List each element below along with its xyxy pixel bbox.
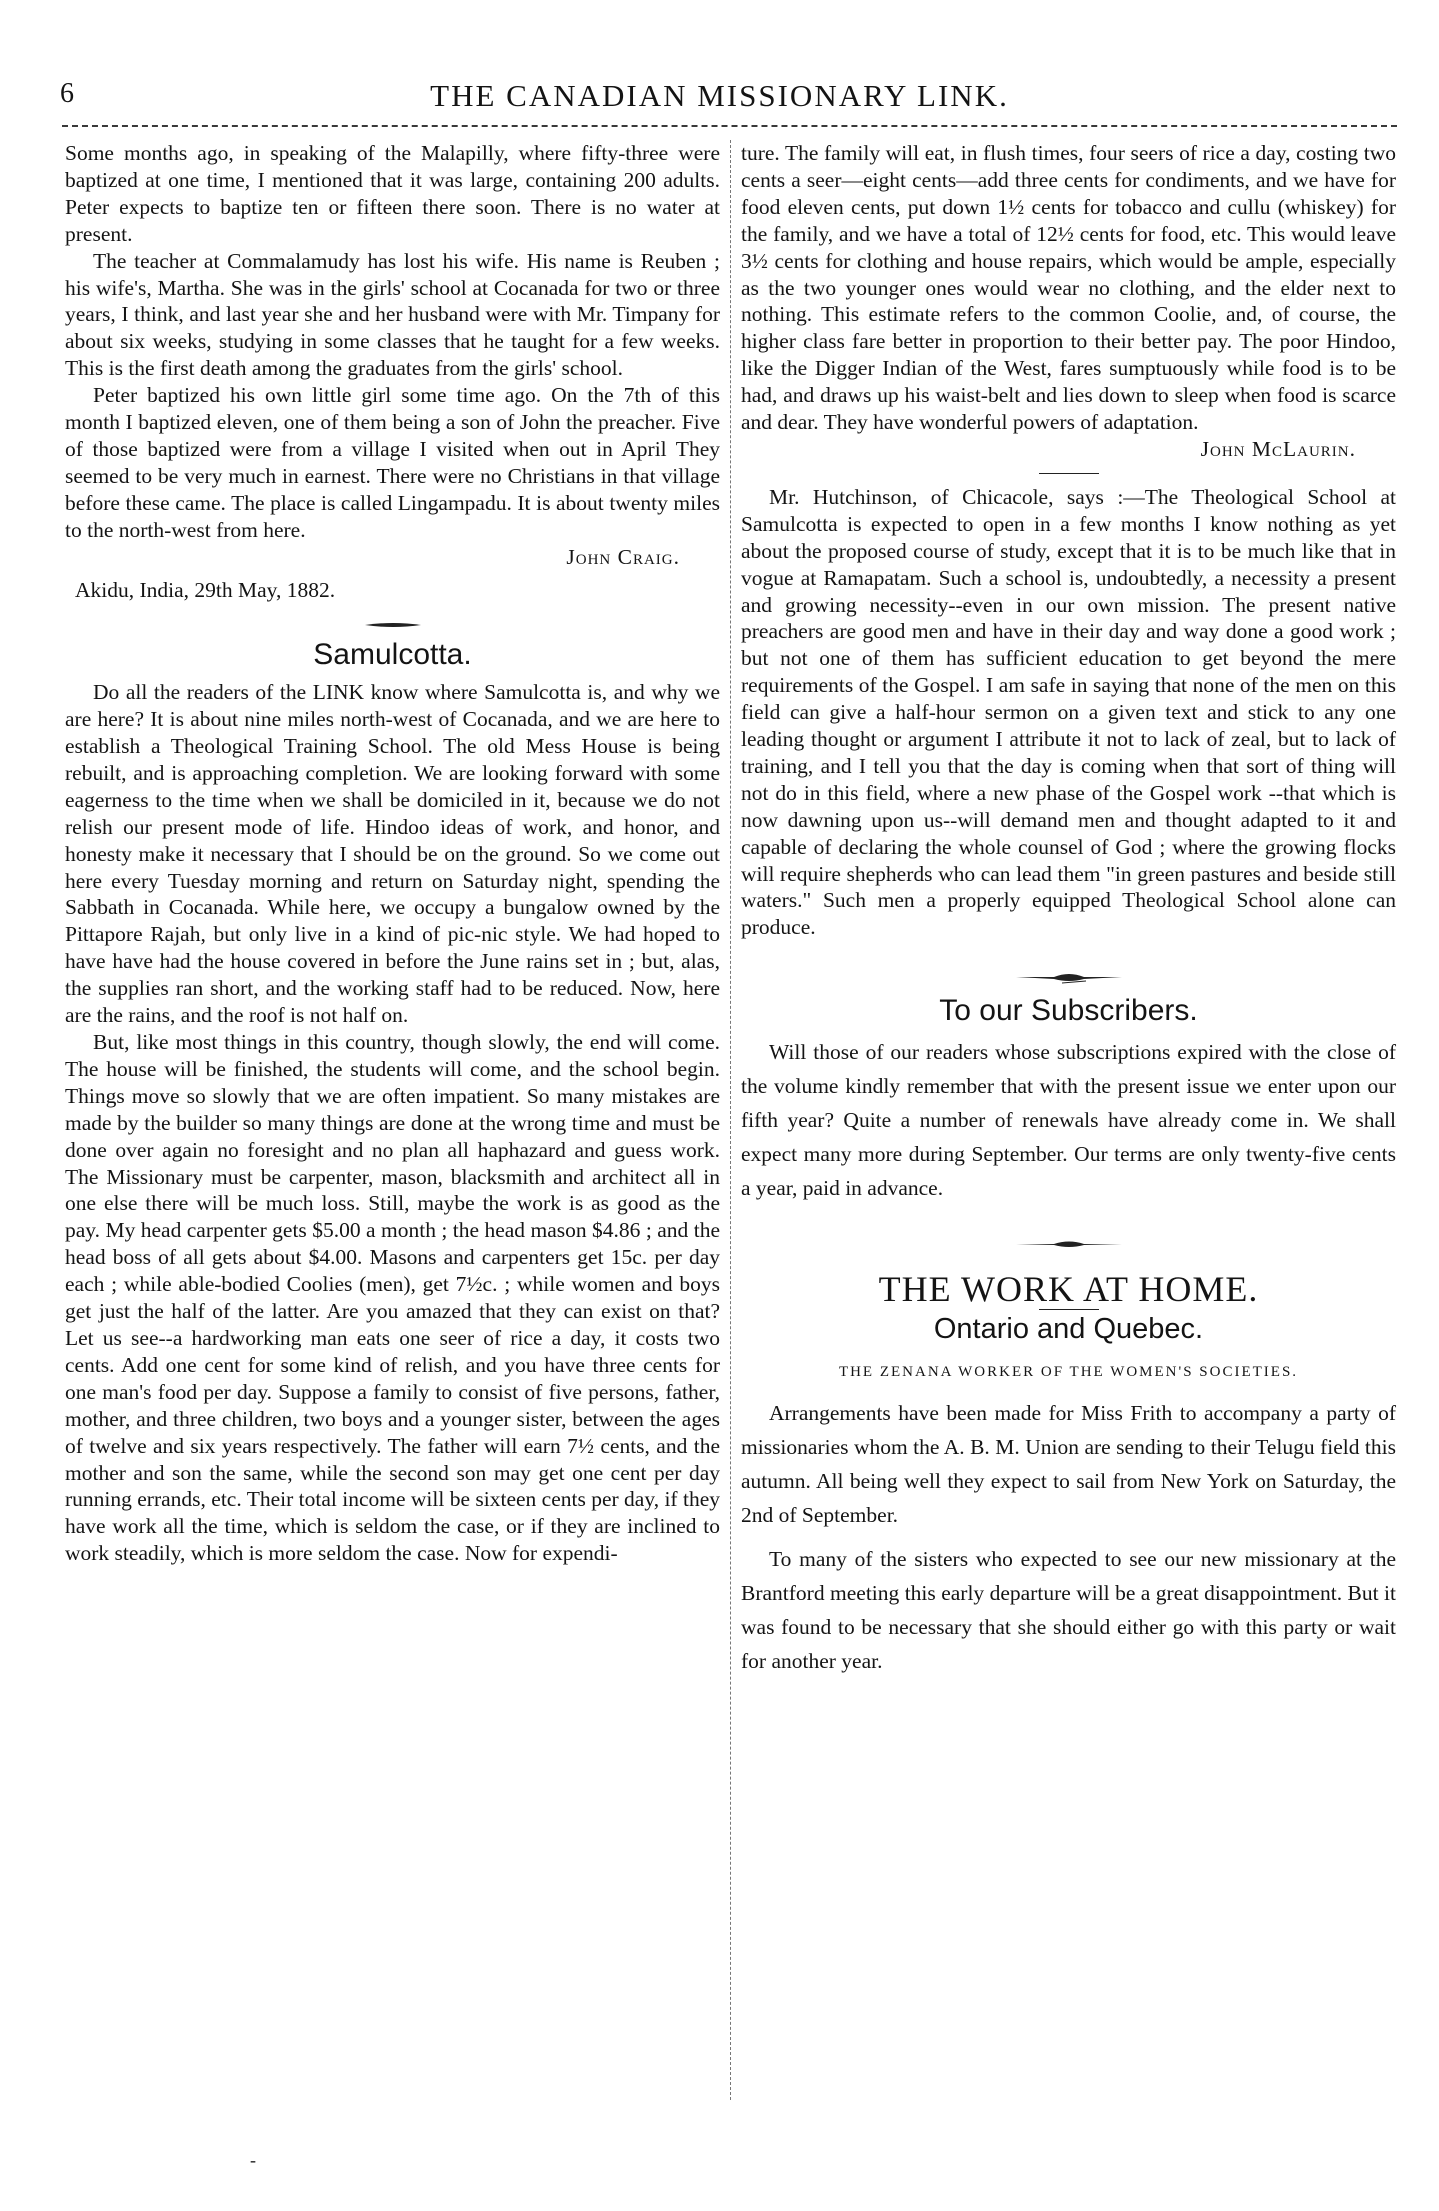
header-rule [62, 125, 1397, 127]
left-column [65, 140, 720, 1567]
section-rule [1039, 1309, 1099, 1310]
zenana-kicker: THE ZENANA WORKER OF THE WOMEN'S SOCIETIES. [838, 1363, 1299, 1380]
work-at-home-paragraph: Arrangements have been made for Miss Frith to accompany a party of missionaries whom the A. B. M. Union are sending to their Telugu field this autumn. All being well they expect to sail from New York on Saturday, the 2nd of September. [741, 1400, 1396, 1527]
right-column [741, 140, 1396, 1678]
page-title: THE CANADIAN MISSIONARY LINK. [430, 78, 1009, 113]
printers-mark: ‐ [250, 2150, 256, 2170]
hutchinson-paragraph: Mr. Hutchinson, of Chicacole, says :—The Theological School at Samulcotta is expected to open in a few months I know nothing as yet about the proposed course of study, except that it is to be much like that in vogue at Ramapatam. Such a school is, undoubtedly, a necessity a present and growing necessity--even in our own mission. The present native preachers are good men and have in their day and way done a good work ; but not one of them has sufficient education to get beyond the mere requirements of the Gospel. I am safe in saying that none of the men on this field can give a half-hour sermon on a given text and stick to any one leading thought or argument I attribute it not to lack of zeal, but to lack of training, and I tell you that the day is coming when that sort of thing will not do in this field, where a new phase of the Gospel work --that which is now dawning upon us--will demand men and thought adapted to it and capable of declaring the whole counsel of God ; where the growing flocks will require shepherds who can lead them "in green pastures and beside still waters." Such men a properly equipped Theological School alone can produce. [741, 484, 1396, 940]
samulcotta-paragraph: But, like most things in this country, though slowly, the end will come. The house will be finished, the students will come, and the school begin. Things move so slowly that we are often impatient. So many mistakes are made by the builder so many things are done at the wrong time and must be done over again no foresight and no plan all haphazard and guess work. The Missionary must be carpenter, mason, blacksmith and architect all in one else there will be much loss. Still, maybe the work is as good as the pay. My head carpenter gets $5.00 a month ; the head mason $4.86 ; and the head boss of all gets about $4.00. Masons and carpenters get 15c. per day each ; while able-bodied Coolies (men), get 7½c. ; while women and boys get just the half of the latter. Are you amazed that they can exist on that? Let us see--a hardworking man eats one seer of rice a day, it costs two cents. Add one cent for some kind of relish, and you have three cents for one man's food per day. Suppose a family to consist of five persons, father, mother, and three children, two boys and a younger sister, between the ages of twelve and six years respectively. The father will earn 7½ cents, and the mother and son the same, while the second son may get one cent per day running errands, etc. Their total income will be sixteen cents per day, if they have work all the time, which is seldom the case, or if they are inclined to work steadily, which is more seldom the case. Now for expendi- [65, 1030, 720, 1566]
continuation-signature: John McLaurin. [1200, 436, 1356, 461]
letter-signature: John Craig. [566, 544, 680, 569]
ontario-quebec-subheading: Ontario and Quebec. [933, 1312, 1204, 1345]
divider-ornament [65, 609, 720, 636]
column-divider [730, 140, 731, 2100]
subscribers-paragraph: Will those of our readers whose subscriptions expired with the close of the volume kindly remember that with the present issue we enter upon our fifth year? Quite a number of renewals have already come in. We shall expect many more during September. Our terms are only twenty-five cents a year, paid in advance. [741, 1040, 1396, 1201]
samulcotta-heading: Samulcotta. [313, 638, 472, 672]
work-at-home-heading: THE WORK AT HOME. [878, 1269, 1259, 1309]
divider-ornament [741, 965, 1396, 992]
samulcotta-paragraph: Do all the readers of the LINK know where Samulcotta is, and why we are here? It is about nine miles north-west of Cocanada, and we are here to establish a Theological Training School. The old Mess House is being rebuilt, and is approaching completion. We are looking forward with some eagerness to the time when we shall be domiciled in it, because we do not relish our present mode of life. Hindoo ideas of work, and honor, and honesty make it necessary that I should be on the ground. So we come out here every Tuesday morning and return on Saturday night, spending the Sabbath in Cocanada. While here, we occupy a bungalow owned by the Pittapore Rajah, but only live in a kind of pic-nic style. We had hoped to have have had the house covered in before the June rains set in ; but, alas, the supplies ran short, and the working staff had to be reduced. Now, here are the rains, and the roof is not half on. [65, 680, 720, 1028]
page-number: 6 [60, 78, 74, 109]
letter-paragraph: Some months ago, in speaking of the Malapilly, where fifty-three were baptized at one time, I mentioned that it was large, containing 200 adults. Peter expects to baptize ten or fifteen there soon. There is no water at present. [65, 141, 720, 246]
page-header [0, 78, 1439, 122]
divider-ornament [741, 1229, 1396, 1256]
section-rule [1039, 473, 1099, 474]
letter-paragraph: Peter baptized his own little girl some time ago. On the 7th of this month I baptized eleven, one of them being a son of John the preacher. Five of those baptized were from a village I visited when out in April They seemed to be very much in earnest. There were no Christians in that village before these came. The place is called Lingampadu. It is about twenty miles to the north-west from here. [65, 383, 720, 542]
letter-paragraph: The teacher at Commalamudy has lost his wife. His name is Reuben ; his wife's, Martha. She was in the girls' school at Cocanada for two or three years, I think, and last year she and her husband were with Mr. Timpany for about six weeks, studying in some classes that he taught for a few weeks. This is the first death among the graduates from the girls' school. [65, 248, 720, 381]
work-at-home-paragraph: To many of the sisters who expected to see our new missionary at the Brantford meeting this early departure will be a great disappointment. But it was found to be necessary that she should either go with this party or wait for another year. [741, 1546, 1396, 1673]
letter-dateline: Akidu, India, 29th May, 1882. [75, 577, 336, 602]
subscribers-heading: To our Subscribers. [939, 994, 1198, 1028]
continuation-paragraph: ture. The family will eat, in flush times, four seers of rice a day, costing two cents a seer—eight cents—add three cents for condiments, and we have for food eleven cents, put down 1½ cents for tobacco and cullu (whiskey) for the family, and we have a total of 12½ cents for food, etc. This would leave 3½ cents for clothing and house repairs, which would be ample, especially as the two younger ones would wear no clothing, and the elder next to nothing. This estimate refers to the common Coolie, and, of course, the higher class fare better in proportion to their better pay. The poor Hindoo, like the Digger Indian of the West, fares sumptuously while food is to be had, and draws up his waist-belt and lies down to sleep when food is scarce and dear. They have wonderful powers of adaptation. [741, 141, 1396, 435]
